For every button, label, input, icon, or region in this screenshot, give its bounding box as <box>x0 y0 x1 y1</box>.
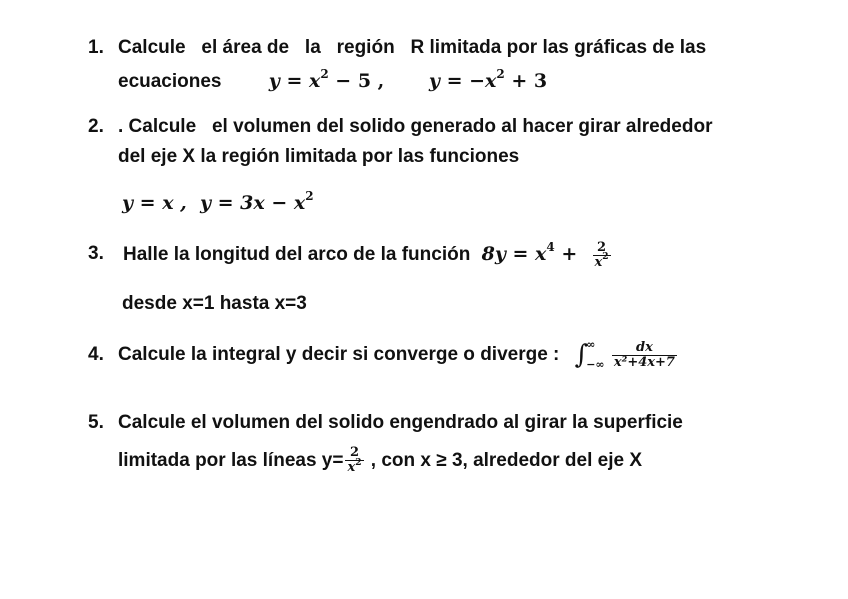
problem-4-text: Calcule la integral y decir si converge o diverge : <box>118 344 560 366</box>
problem-3-number: 3. <box>88 243 104 264</box>
problem-5-fraction: $\frac{2}{x^2}$ <box>347 445 362 476</box>
integral-limits: ∞ −∞ <box>586 338 605 371</box>
problem-5-line-2 <box>118 437 642 485</box>
problem-5-number: 5. <box>88 412 104 433</box>
problem-1-number: 1. <box>88 37 104 58</box>
problem-2-equation: y = x , $y = 3x - x^2$ <box>122 188 314 214</box>
problem-5-text-a: limitada por las líneas y= <box>118 450 344 471</box>
problem-1-ecuaciones-label: ecuaciones <box>118 71 222 92</box>
problem-1-line-1: Calcule el área de la región R limitada por las gráficas de las <box>118 37 707 58</box>
problem-3-text: Halle la longitud del arco de la función <box>123 244 471 265</box>
problem-1-equation-2: $y = -x^2 + 3$ <box>428 66 548 92</box>
problem-5-text-b: , con x ≥ 3, alrededor del eje X <box>365 450 643 471</box>
problem-3-equation: $8y = x^4$ + $\frac{2}{x^2}$ <box>481 239 609 270</box>
problem-4-fraction: $\frac{dx}{\text{x²+4x+7}}$ <box>613 339 675 370</box>
problem-1-line-2 <box>118 66 548 94</box>
problem-4-line-1 <box>118 331 679 379</box>
problem-4-integral <box>574 338 679 371</box>
problem-1-equation-1: $y = x^2 - 5$ , <box>268 66 385 92</box>
problem-4-number: 4. <box>88 344 104 365</box>
problem-2-line-1: . Calcule el volumen del solido generado al hacer girar alrededor <box>118 116 713 137</box>
problem-5-line-1: Calcule el volumen del solido engendrado al girar la superficie <box>118 412 683 433</box>
problem-2-number: 2. <box>88 116 104 137</box>
integral-sign: ∫ <box>574 340 589 370</box>
problem-3-line-1 <box>123 230 613 279</box>
problem-3-fraction: $\frac{2}{x^2}$ <box>594 239 609 270</box>
problem-3-line-2: desde x=1 hasta x=3 <box>122 293 307 314</box>
problem-2-line-2: del eje X la región limitada por las funciones <box>118 146 520 167</box>
